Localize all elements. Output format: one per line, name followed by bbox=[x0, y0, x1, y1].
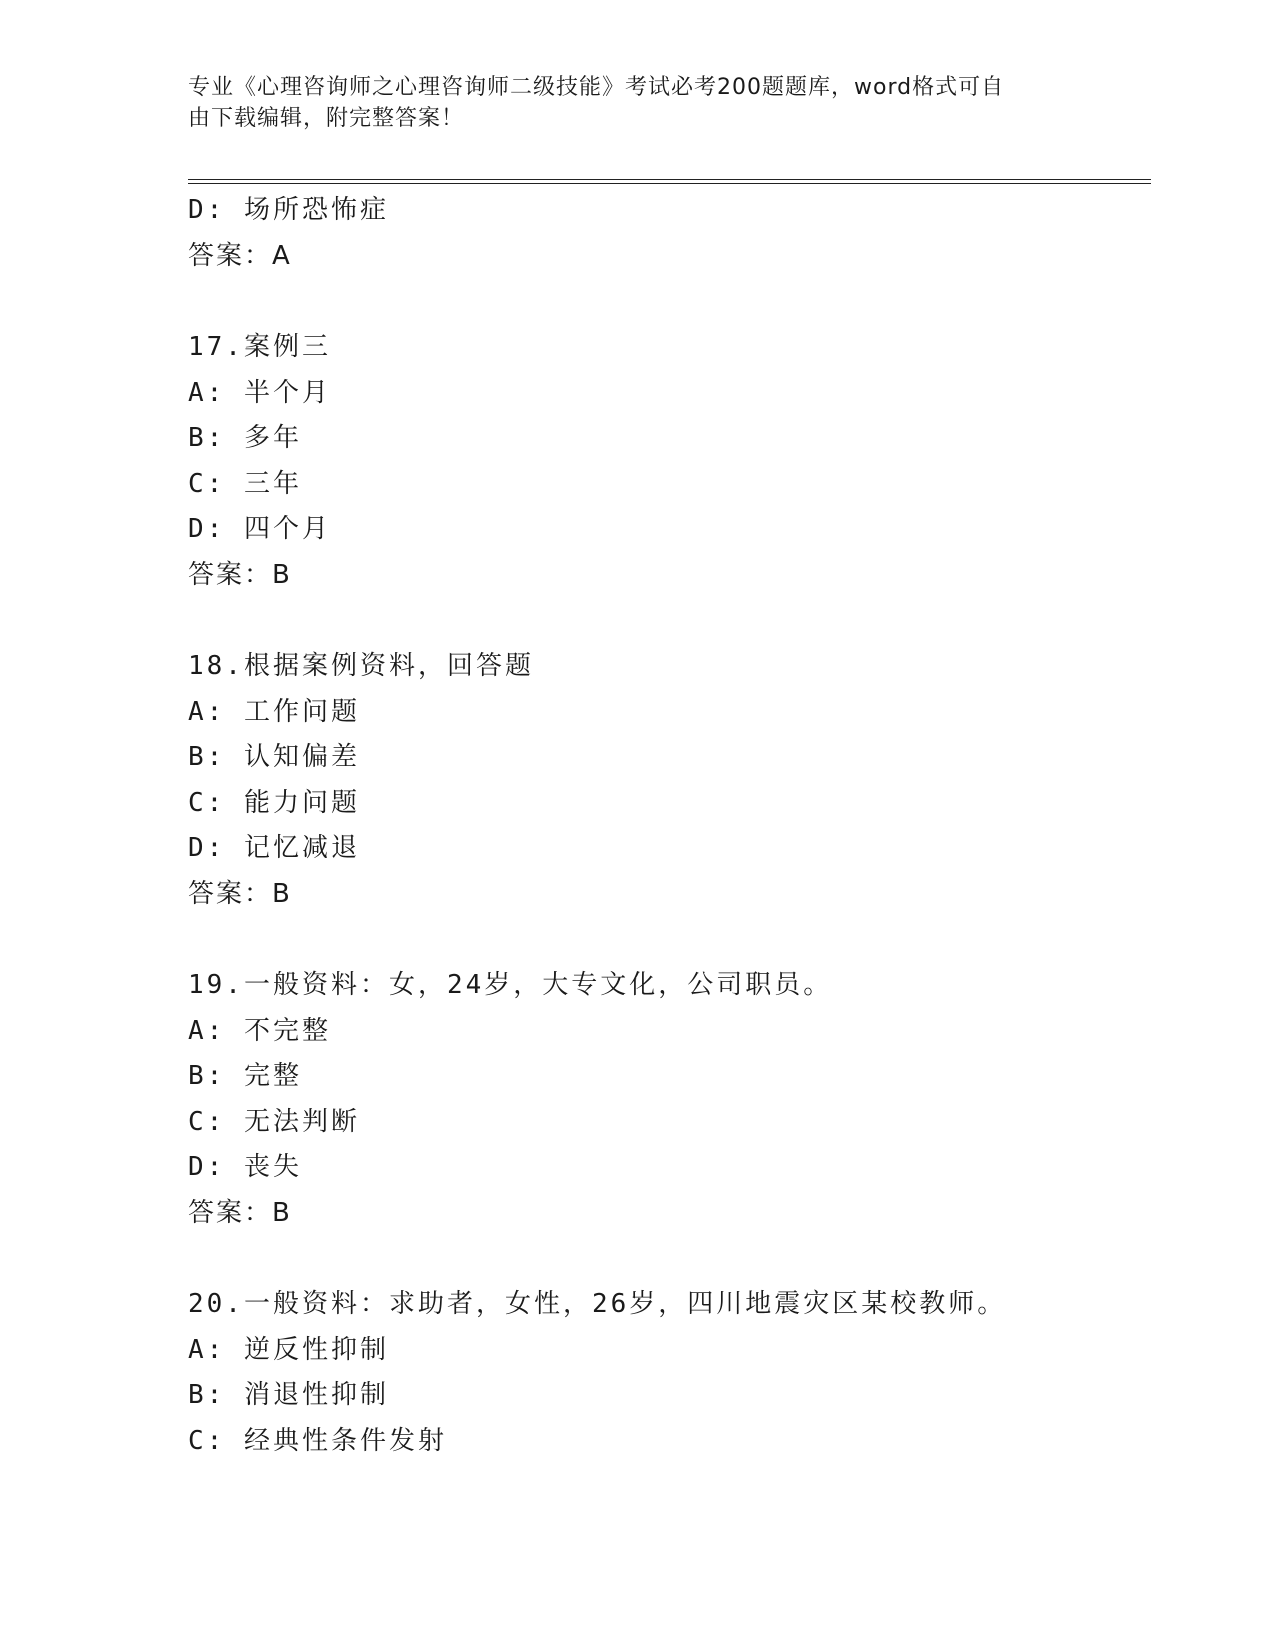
question-list bbox=[188, 188, 1148, 1464]
option-c: C: 三年 bbox=[188, 468, 302, 499]
spacer bbox=[188, 598, 1148, 644]
answer-line: 答案：B bbox=[188, 878, 292, 909]
option-c: C: 经典性条件发射 bbox=[188, 1425, 447, 1456]
option-b: B: 完整 bbox=[188, 1061, 302, 1091]
option-b: B: 消退性抑制 bbox=[188, 1380, 389, 1410]
header-line-2: 由下载编辑，附完整答案！ bbox=[188, 106, 465, 131]
option-a: A: 半个月 bbox=[188, 377, 331, 408]
question-19 bbox=[188, 963, 1148, 1236]
option-b: B: 认知偏差 bbox=[188, 742, 360, 772]
header-divider bbox=[188, 179, 1151, 184]
question-20 bbox=[188, 1282, 1148, 1464]
question-stem: 20.一般资料：求助者，女性，26岁，四川地震灾区某校教师。 bbox=[188, 1289, 1007, 1319]
question-stem: 17.案例三 bbox=[188, 332, 331, 362]
question-stem: 18.根据案例资料，回答题 bbox=[188, 651, 534, 681]
option-b: B: 多年 bbox=[188, 423, 302, 453]
answer-line: 答案：B bbox=[188, 559, 292, 590]
option-d: D: 丧失 bbox=[188, 1152, 302, 1182]
spacer bbox=[188, 1236, 1148, 1282]
question-stem: 19.一般资料：女，24岁，大专文化，公司职员。 bbox=[188, 970, 833, 1000]
option-d: D: 场所恐怖症 bbox=[188, 195, 389, 225]
spacer bbox=[188, 279, 1148, 325]
option-c: C: 无法判断 bbox=[188, 1106, 360, 1137]
option-a: A: 不完整 bbox=[188, 1015, 331, 1046]
question-18 bbox=[188, 644, 1148, 917]
option-d: D: 四个月 bbox=[188, 514, 331, 544]
answer-line: 答案：B bbox=[188, 1197, 292, 1228]
option-c: C: 能力问题 bbox=[188, 787, 360, 818]
header-line-1: 专业《心理咨询师之心理咨询师二级技能》考试必考200题题库，word格式可自 bbox=[188, 75, 1005, 100]
question-17 bbox=[188, 325, 1148, 598]
option-a: A: 工作问题 bbox=[188, 696, 360, 727]
document-header bbox=[188, 72, 1068, 134]
option-a: A: 逆反性抑制 bbox=[188, 1334, 389, 1365]
spacer bbox=[188, 917, 1148, 963]
option-d: D: 记忆减退 bbox=[188, 833, 360, 863]
answer-line: 答案：A bbox=[188, 240, 292, 271]
